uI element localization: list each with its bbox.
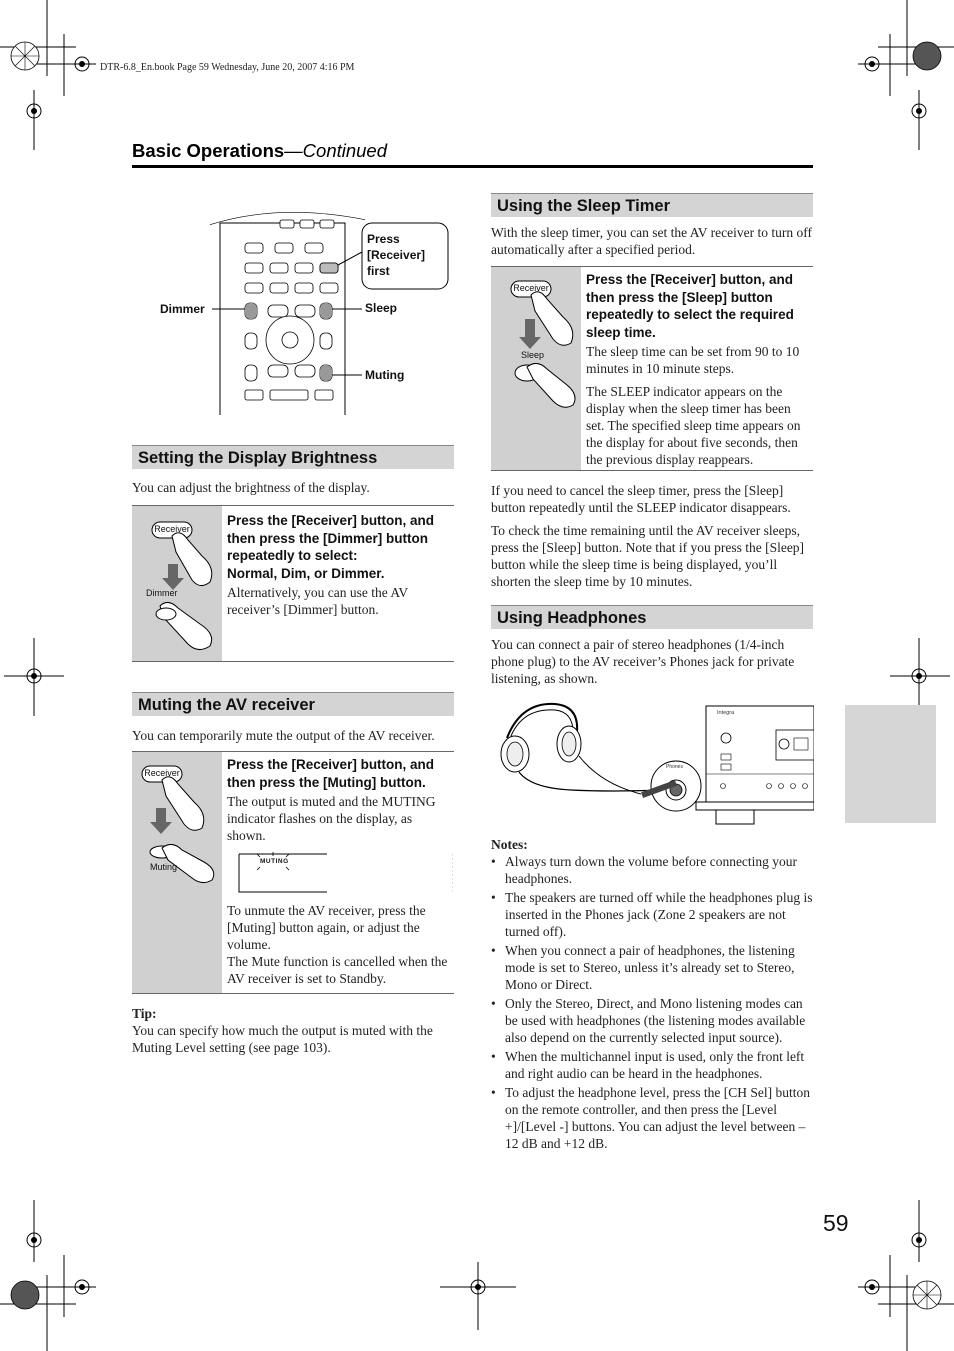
- callout-press-receiver: Press [Receiver] first: [367, 232, 426, 278]
- step-instruction: Press the [Receiver] button, and then press the [Muting] button.: [227, 757, 435, 790]
- step-options: Normal, Dim, or Dimmer.: [227, 565, 385, 581]
- display-brightness-step: [132, 505, 454, 662]
- header-title: Basic Operations: [132, 140, 285, 161]
- step-result: The output is muted and the MUTING indicator flashes on the display, as shown.: [227, 794, 436, 843]
- sleep-timer-step: [491, 266, 813, 471]
- section-heading-display-brightness: Setting the Display Brightness: [132, 445, 454, 469]
- page-number: 59: [823, 1210, 849, 1236]
- section-heading-headphones: Using Headphones: [491, 605, 813, 629]
- list-item: • Only the Stereo, Direct, and Mono listening modes can be used with headphones (the listening modes available also depend on the currently selected input source).: [491, 995, 813, 1046]
- sleep-check-paragraph: To check the time remaining until the AV receiver sleeps, press the [Sleep] button. Note that if you press the [Sleep] button while the sleep time is being displayed, you’ll shorten the sleep time by 10 minutes.: [491, 523, 805, 589]
- muting-display-illustration: [227, 850, 453, 902]
- sleep-timer-step-text: [586, 271, 812, 468]
- press-receiver-muting-icon: [132, 752, 222, 993]
- tip-block: [132, 1005, 457, 1056]
- display-brightness-step-text: [227, 512, 453, 618]
- tip-text: You can specify how much the output is muted with the Muting Level setting (see page 103).: [132, 1023, 433, 1055]
- sleep-button-label: Sleep: [521, 350, 545, 360]
- receiver-brand-label: Integra: [717, 710, 735, 716]
- headphones-notes: [491, 836, 813, 1154]
- header-continued: —Continued: [284, 140, 388, 161]
- notes-label: Notes:: [491, 837, 528, 852]
- muting-indicator: MUTING: [260, 858, 289, 865]
- sleep-timer-intro: With the sleep timer, you can set the AV receiver to turn off automatically after a specified period.: [491, 225, 812, 257]
- muting-step: [132, 751, 454, 994]
- display-brightness-intro: You can adjust the brightness of the display.: [132, 480, 370, 495]
- label-sleep: Sleep: [365, 301, 398, 315]
- print-info-line: DTR-6.8_En.book Page 59 Wednesday, June 20, 2007 4:16 PM: [100, 62, 355, 73]
- label-dimmer: Dimmer: [160, 302, 205, 316]
- tip-label: Tip:: [132, 1006, 157, 1021]
- section-heading-muting: Muting the AV receiver: [132, 692, 454, 716]
- standby-note: The Mute function is cancelled when the AV receiver is set to Standby.: [227, 954, 448, 986]
- section-heading-sleep-timer: Using the Sleep Timer: [491, 193, 813, 217]
- receiver-button-label: Receiver: [144, 768, 180, 778]
- sleep-range-note: The sleep time can be set from 90 to 10 minutes in 10 minute steps.: [586, 344, 800, 376]
- label-muting: Muting: [365, 368, 405, 382]
- headphones-intro: You can connect a pair of stereo headphones (1/4-inch phone plug) to the AV receiver’s Phones jack for private listening, as shown.: [491, 637, 795, 686]
- press-receiver-sleep-icon: [491, 267, 581, 470]
- muting-button-label: Muting: [150, 862, 178, 872]
- notes-list: [491, 853, 813, 1152]
- receiver-button-label: Receiver: [154, 524, 190, 534]
- dimmer-button-label: Dimmer: [146, 588, 178, 598]
- sleep-indicator-note: The SLEEP indicator appears on the display when the sleep timer has been set. The specified sleep time appears on the display for about five seconds, then the previous display reappears.: [586, 384, 801, 467]
- sleep-cancel-paragraph: If you need to cancel the sleep timer, press the [Sleep] button repeatedly until the SLEEP indicator disappears.: [491, 483, 791, 515]
- receiver-button-label: Receiver: [513, 283, 549, 293]
- headphones-connection-illustration: [491, 698, 814, 826]
- step-illustration: [132, 506, 222, 661]
- list-item: • Always turn down the volume before connecting your headphones.: [491, 853, 813, 887]
- list-item: • When you connect a pair of headphones, the listening mode is set to Stereo, unless it’s already set to Stereo, Mono or Direct.: [491, 942, 813, 993]
- step-illustration: [491, 267, 581, 470]
- list-item: • The speakers are turned off while the headphones plug is inserted in the Phones jack (Zone 2 speakers are not turned off).: [491, 889, 813, 940]
- step-note: Alternatively, you can use the AV receiver’s [Dimmer] button.: [227, 585, 408, 617]
- step-instruction: Press the [Receiver] button, and then press the [Sleep] button repeatedly to select the required sleep time.: [586, 272, 794, 340]
- header-rule: [132, 165, 813, 168]
- page-header: [132, 140, 387, 162]
- step-instruction: Press the [Receiver] button, and then press the [Dimmer] button repeatedly to select:: [227, 513, 435, 563]
- unmute-note: To unmute the AV receiver, press the [Muting] button again, or adjust the volume.: [227, 903, 426, 952]
- list-item: • To adjust the headphone level, press the [CH Sel] button on the remote controller, and then press the [Level +]/[Level -] buttons. You can adjust the level between –12 dB and +12 dB.: [491, 1084, 813, 1152]
- chapter-side-tab: [845, 705, 936, 823]
- headphones-figure: [491, 698, 814, 826]
- muting-intro: You can temporarily mute the output of the AV receiver.: [132, 728, 435, 743]
- phones-jack-label: Phones: [666, 764, 683, 770]
- remote-figure: [150, 205, 460, 420]
- list-item: • When the multichannel input is used, only the front left and right audio can be heard in the headphones.: [491, 1048, 813, 1082]
- step-illustration: [132, 752, 222, 993]
- muting-step-text: [227, 756, 453, 987]
